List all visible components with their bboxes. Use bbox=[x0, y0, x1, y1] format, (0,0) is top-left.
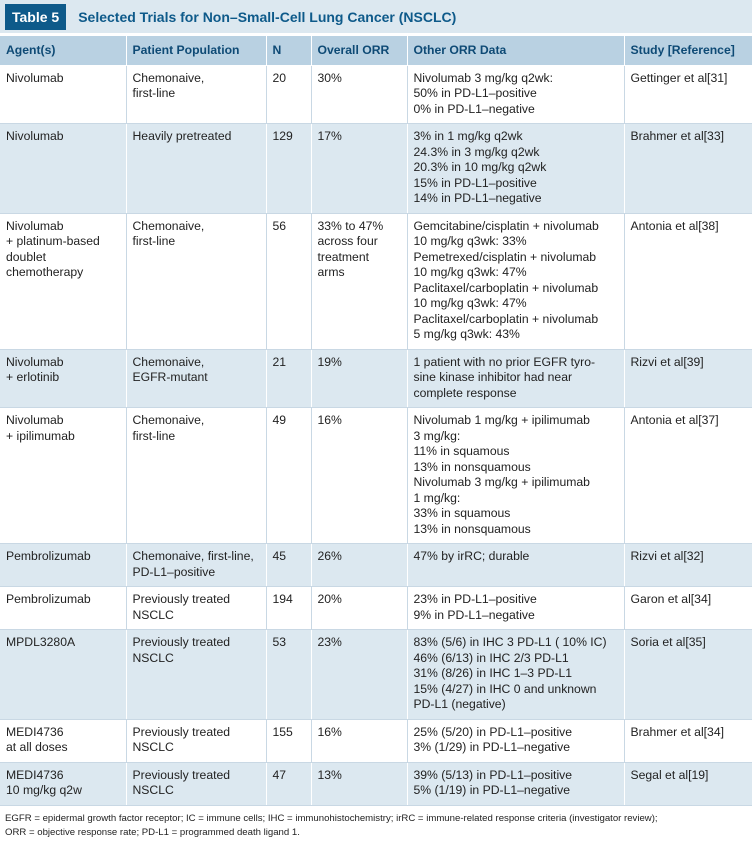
cell-population: Previously treated NSCLC bbox=[126, 630, 266, 720]
cell-overall-orr: 16% bbox=[311, 719, 407, 762]
cell-agent: Nivolumab + erlotinib bbox=[0, 349, 126, 408]
cell-overall-orr: 17% bbox=[311, 124, 407, 214]
cell-population: Chemonaive, first-line, PD-L1–positive bbox=[126, 544, 266, 587]
cell-n: 194 bbox=[266, 587, 311, 630]
table-number-label: Table 5 bbox=[5, 4, 66, 30]
cell-other-orr: 39% (5/13) in PD-L1–positive 5% (1/19) in PD-L1–negative bbox=[407, 762, 624, 805]
cell-overall-orr: 33% to 47% across four treatment arms bbox=[311, 213, 407, 349]
cell-other-orr: Nivolumab 1 mg/kg + ipilimumab 3 mg/kg: 11% in squamous 13% in nonsquamous Nivolumab 3 mg/kg + ipilimumab 1 mg/kg: 33% in squamous 13% in nonsquamous bbox=[407, 408, 624, 544]
table-row bbox=[0, 408, 752, 544]
table-row bbox=[0, 719, 752, 762]
cell-study: Segal et al[19] bbox=[624, 762, 752, 805]
table-row bbox=[0, 762, 752, 805]
cell-population: Chemonaive, first-line bbox=[126, 65, 266, 124]
cell-agent: MEDI4736 at all doses bbox=[0, 719, 126, 762]
header-study-reference: Study [Reference] bbox=[624, 36, 752, 65]
cell-n: 49 bbox=[266, 408, 311, 544]
table-row bbox=[0, 630, 752, 720]
cell-study: Garon et al[34] bbox=[624, 587, 752, 630]
cell-study: Brahmer et al[34] bbox=[624, 719, 752, 762]
header-n: N bbox=[266, 36, 311, 65]
header-patient-population: Patient Population bbox=[126, 36, 266, 65]
table-row bbox=[0, 124, 752, 214]
cell-agent: Pembrolizumab bbox=[0, 544, 126, 587]
cell-overall-orr: 26% bbox=[311, 544, 407, 587]
cell-n: 21 bbox=[266, 349, 311, 408]
cell-overall-orr: 16% bbox=[311, 408, 407, 544]
cell-other-orr: 3% in 1 mg/kg q2wk 24.3% in 3 mg/kg q2wk 20.3% in 10 mg/kg q2wk 15% in PD-L1–positive 14% in PD-L1–negative bbox=[407, 124, 624, 214]
cell-n: 56 bbox=[266, 213, 311, 349]
cell-population: Heavily pretreated bbox=[126, 124, 266, 214]
table-row bbox=[0, 349, 752, 408]
header-row bbox=[0, 36, 752, 65]
cell-agent: Pembrolizumab bbox=[0, 587, 126, 630]
cell-study: Brahmer et al[33] bbox=[624, 124, 752, 214]
cell-other-orr: Gemcitabine/cisplatin + nivolumab 10 mg/kg q3wk: 33% Pemetrexed/cisplatin + nivolumab 10 mg/kg q3wk: 47% Paclitaxel/carboplatin + nivolumab 10 mg/kg q3wk: 47% Paclitaxel/carboplatin + nivolumab 5 mg/kg q3wk: 43% bbox=[407, 213, 624, 349]
cell-overall-orr: 19% bbox=[311, 349, 407, 408]
cell-population: Previously treated NSCLC bbox=[126, 587, 266, 630]
cell-other-orr: 23% in PD-L1–positive 9% in PD-L1–negative bbox=[407, 587, 624, 630]
header-overall-orr: Overall ORR bbox=[311, 36, 407, 65]
cell-other-orr: 47% by irRC; durable bbox=[407, 544, 624, 587]
cell-other-orr: Nivolumab 3 mg/kg q2wk: 50% in PD-L1–positive 0% in PD-L1–negative bbox=[407, 65, 624, 124]
cell-study: Antonia et al[37] bbox=[624, 408, 752, 544]
cell-agent: Nivolumab bbox=[0, 65, 126, 124]
cell-n: 45 bbox=[266, 544, 311, 587]
cell-agent: MPDL3280A bbox=[0, 630, 126, 720]
cell-population: Chemonaive, first-line bbox=[126, 408, 266, 544]
cell-n: 47 bbox=[266, 762, 311, 805]
cell-population: Previously treated NSCLC bbox=[126, 762, 266, 805]
table-row bbox=[0, 544, 752, 587]
footnote-line: EGFR = epidermal growth factor receptor; IC = immune cells; IHC = immunohistochemistry; irRC = immune-related response criteria (investigator review); bbox=[5, 813, 658, 824]
table-footnote bbox=[5, 812, 745, 840]
table-row bbox=[0, 65, 752, 124]
cell-study: Antonia et al[38] bbox=[624, 213, 752, 349]
trials-table bbox=[0, 36, 752, 806]
header-agents: Agent(s) bbox=[0, 36, 126, 65]
cell-other-orr: 1 patient with no prior EGFR tyro- sine kinase inhibitor had near complete response bbox=[407, 349, 624, 408]
cell-population: Chemonaive, first-line bbox=[126, 213, 266, 349]
header-other-orr-data: Other ORR Data bbox=[407, 36, 624, 65]
cell-study: Soria et al[35] bbox=[624, 630, 752, 720]
cell-agent: Nivolumab bbox=[0, 124, 126, 214]
cell-other-orr: 25% (5/20) in PD-L1–positive 3% (1/29) in PD-L1–negative bbox=[407, 719, 624, 762]
cell-overall-orr: 13% bbox=[311, 762, 407, 805]
cell-population: Previously treated NSCLC bbox=[126, 719, 266, 762]
cell-overall-orr: 30% bbox=[311, 65, 407, 124]
cell-n: 20 bbox=[266, 65, 311, 124]
cell-overall-orr: 20% bbox=[311, 587, 407, 630]
cell-study: Rizvi et al[39] bbox=[624, 349, 752, 408]
cell-other-orr: 83% (5/6) in IHC 3 PD-L1 ( 10% IC) 46% (6/13) in IHC 2/3 PD-L1 31% (8/26) in IHC 1–3 PD-L1 15% (4/27) in IHC 0 and unknown PD-L1 (negative) bbox=[407, 630, 624, 720]
cell-overall-orr: 23% bbox=[311, 630, 407, 720]
cell-n: 129 bbox=[266, 124, 311, 214]
table-title: Selected Trials for Non–Small-Cell Lung Cancer (NSCLC) bbox=[78, 8, 457, 25]
footnote-line: ORR = objective response rate; PD-L1 = programmed death ligand 1. bbox=[5, 827, 300, 838]
table-row bbox=[0, 587, 752, 630]
cell-agent: Nivolumab + platinum-based doublet chemotherapy bbox=[0, 213, 126, 349]
cell-n: 53 bbox=[266, 630, 311, 720]
cell-study: Gettinger et al[31] bbox=[624, 65, 752, 124]
cell-agent: Nivolumab + ipilimumab bbox=[0, 408, 126, 544]
cell-n: 155 bbox=[266, 719, 311, 762]
table-title-bar bbox=[0, 0, 752, 33]
cell-study: Rizvi et al[32] bbox=[624, 544, 752, 587]
cell-population: Chemonaive, EGFR-mutant bbox=[126, 349, 266, 408]
cell-agent: MEDI4736 10 mg/kg q2w bbox=[0, 762, 126, 805]
table-row bbox=[0, 213, 752, 349]
